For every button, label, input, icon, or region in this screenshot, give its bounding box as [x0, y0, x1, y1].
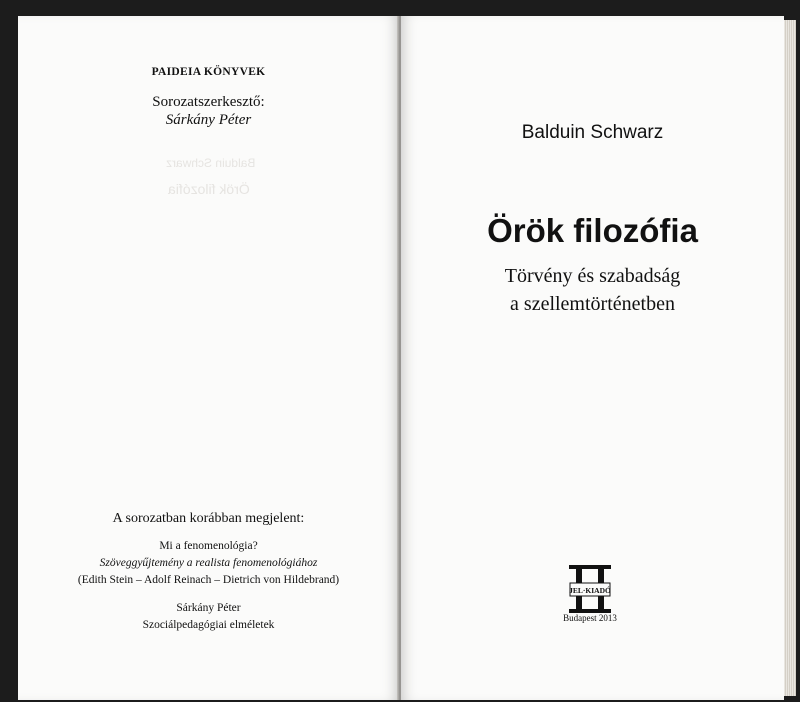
series-name: PAIDEIA KÖNYVEK [151, 66, 266, 78]
bleed-through-text: Balduin Schwarz [166, 156, 256, 170]
publisher-logo-text: JEL·KIADÓ [569, 586, 611, 595]
previously-published-heading: A sorozatban korábban megjelent: [112, 511, 305, 526]
right-page [401, 16, 784, 700]
book-title: Szociálpedagógiai elméletek [142, 619, 275, 631]
place-year: Budapest 2013 [563, 613, 617, 623]
book-author: Sárkány Péter [176, 602, 241, 614]
bleed-through-text: Örök filozófia [168, 181, 250, 197]
left-page [18, 16, 399, 700]
book-title: Örök filozófia [487, 212, 698, 249]
series-editor-name: Sárkány Péter [165, 112, 252, 128]
series-editor-role: Sorozatszerkesztő: [152, 94, 265, 110]
page-edges [784, 20, 796, 696]
book-author: Balduin Schwarz [521, 122, 664, 143]
book-subtitle [401, 262, 784, 318]
book-authors: (Edith Stein – Adolf Reinach – Dietrich von Hildebrand) [77, 574, 340, 586]
open-book [18, 16, 796, 700]
subtitle-line: a szellemtörténetben [510, 293, 675, 315]
book-title: Mi a fenomenológia? [159, 540, 258, 552]
previous-books-list [18, 538, 399, 634]
subtitle-line: Törvény és szabadság [504, 265, 681, 287]
publisher-logo-icon [566, 563, 614, 615]
book-subtitle: Szöveggyűjtemény a realista fenomenológiához [99, 557, 318, 569]
